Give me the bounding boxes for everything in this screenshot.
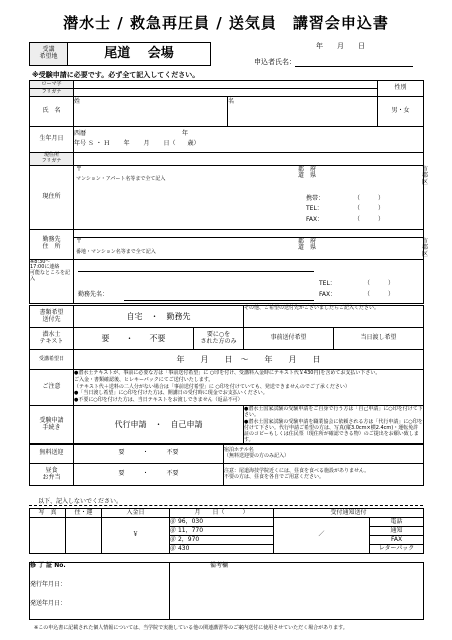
fax-label: FAX： xyxy=(306,215,324,223)
fax-paren[interactable]: （ ） xyxy=(354,215,385,223)
shuttle-options[interactable]: 要 ・ 不要 xyxy=(74,444,224,464)
text-option-advance[interactable]: 事前送付希望 xyxy=(244,328,334,350)
applicant-name-label: 申込者氏名： xyxy=(254,58,296,66)
sent-date-label: 発送年月日： xyxy=(30,599,67,607)
reg-header: 住・運 xyxy=(66,509,102,518)
work-pref-label: 都 府 道 県 xyxy=(298,237,317,252)
doc-dest-label: 書類希望 送付先 xyxy=(30,306,74,328)
caution-label: ご注意 xyxy=(30,370,74,406)
exam-options[interactable]: 代行申請 ・ 自己申請 xyxy=(74,406,244,445)
shuttle-label: 無料送迎 xyxy=(30,444,74,464)
exam-note: ●潜水士国家試験の受験申請をご自身で行う方は「自己申請」に○印を付けて下さい。 ●潜水士国家試験の受験申請を職業協会に依頼される方は「代行申請」に○印を付けて下さい。代行申請ご希望の方は、写真(縦3.0cm×横2.4cm)・運転免許証のコピーもしくは住民票（現住所が確認できる物）のご提出をお願い致します。 xyxy=(244,406,423,444)
certificate-field[interactable] xyxy=(30,563,170,620)
caution-text: ●潜水士テキストが、事前に必要な方は「事前送付希望」に ○印を付け、受講料入金時にテキスト代￥430円)を含めてお支払い下さい。 ご入金・書類確認後、ヒレキーパックにてご送付いたします。 （テキスト代＋送料の二人分がない場合は「事前送付希望」に ○印を付けていても、発送できませんのでご了承ください） ●「当日渡し希望」に○印を付けた方は、開講日の受付時に現金でお支払いください。 ●不要に○印を付けた方は、当日テキストをお渡しできません（返品不可） xyxy=(74,370,424,406)
extras-table xyxy=(29,443,424,486)
address-label: 現住所 xyxy=(30,165,74,229)
remarks-label: 備考欄 xyxy=(210,562,229,569)
amount-1: ＠ 96，030 xyxy=(170,518,274,527)
course-date-label: 受講希望日 xyxy=(30,350,74,370)
issued-date-label: 発行年月日： xyxy=(30,580,67,588)
mailed-header: 受付通知送付 xyxy=(274,509,424,518)
method-letterpack: レターパック xyxy=(370,545,424,554)
birth-field[interactable]: 西暦 年 年号 Ｓ ・ Ｈ 年 月 日（ 歳） xyxy=(74,127,424,153)
amount-3: ＠ 2，970 xyxy=(170,536,274,545)
notice-text: ※受験申請に必要です。必ず全て記入してください。 xyxy=(32,71,200,79)
mobile-label: 携帯： xyxy=(306,194,325,202)
text-label: 潜水士 テキスト xyxy=(30,328,74,350)
photo-header: 写 真 xyxy=(30,509,66,518)
mailed-slash: ／ xyxy=(274,518,370,554)
address-city-label: 市 郡 区 xyxy=(422,165,429,187)
office-table xyxy=(29,508,424,554)
lunch-note: 注意：尾道海技学院近くには、昼食を食べる施設がありません。 不要の方は、昼食を各自でご用意ください。 xyxy=(224,464,424,486)
tel-label: TEL： xyxy=(306,204,323,212)
work-contact-field[interactable] xyxy=(74,259,424,303)
doc-dest-options[interactable]: 自宅 ・ 勤務先 xyxy=(74,306,244,328)
surname-field[interactable] xyxy=(74,97,228,127)
surname-label: 姓 xyxy=(74,98,81,105)
work-tel-paren[interactable]: （ ） xyxy=(364,279,395,287)
paid-date[interactable]: 月 日（ ） xyxy=(170,509,274,518)
lunch-options[interactable]: 要 ・ 不要 xyxy=(74,464,224,486)
form-title: 潜水士 / 救急再圧員 / 送気員 講習会申込書 xyxy=(63,14,389,32)
exam-label: 受験申請 手続き xyxy=(30,406,74,445)
application-date[interactable]: 年 月 日 xyxy=(316,42,365,50)
method-phone: 電話 xyxy=(370,518,424,527)
work-contact-note: ※8:30～ 17:00に連絡 可能なところを記入 xyxy=(30,259,74,303)
address-furigana-label: 現住所 フリガナ xyxy=(30,153,74,166)
company-label: 勤務先名： xyxy=(78,290,109,298)
yen-mark: ￥ xyxy=(102,518,170,554)
hotel-label[interactable]: 宿泊ホテル名 （無料送迎要の方のみ記入） xyxy=(224,444,424,464)
text-option-sameday[interactable]: 当日渡し希望 xyxy=(334,328,424,350)
venue-table xyxy=(29,42,211,66)
name-label: 氏 名 xyxy=(30,97,74,127)
nengo-label: 年号 Ｓ ・ Ｈ 年 月 日（ 歳） xyxy=(74,140,200,147)
certificate-table xyxy=(29,562,424,620)
text-need-options[interactable]: 要 ・ 不要 xyxy=(74,328,194,350)
method-fax: FAX xyxy=(370,536,424,545)
options-table xyxy=(29,305,424,445)
amount-2: ＠ 11，770 xyxy=(170,527,274,536)
work-label: 勤務先 住 所 xyxy=(30,229,74,259)
gender-label: 性別 xyxy=(378,81,424,97)
work-address-field[interactable]: 〒 番地・マンション名等まで全て記入 都 府 道 県 市 郡 区 xyxy=(74,237,424,259)
course-date-value[interactable]: 年 月 日 ～ 年 月 日 xyxy=(74,350,424,370)
address-field[interactable]: 〒 マンション・アパート名等まで全て記入 都 府 道 県 市 郡 区 携帯： （ ） TEL： （ ） FAX： （ ） xyxy=(74,165,424,229)
applicant-name-line[interactable] xyxy=(295,66,413,67)
method-notice: 通知 xyxy=(370,527,424,536)
address-note: マンション・アパート名等まで全て記入 xyxy=(76,175,166,182)
given-name-label: 名 xyxy=(228,98,235,105)
text-mark-note: 要に○を された方のみ xyxy=(194,328,244,350)
work-fax-label: FAX： xyxy=(319,290,337,298)
work-city-label: 市 郡 区 xyxy=(422,237,429,259)
given-name-field[interactable] xyxy=(228,97,378,127)
tel-paren[interactable]: （ ） xyxy=(354,204,385,212)
birth-label: 生年月日 xyxy=(30,127,74,153)
romaji-boxes[interactable] xyxy=(74,81,378,89)
work-tel-label: TEL： xyxy=(319,279,336,287)
amount-4: ＠ 430 xyxy=(170,545,274,554)
mobile-paren[interactable]: （ ） xyxy=(354,194,385,202)
main-form-table xyxy=(29,80,429,304)
address-pref-label: 都 府 道 県 xyxy=(298,165,317,180)
seireki-label: 西暦 xyxy=(74,130,87,138)
furigana-label: フリガナ xyxy=(30,89,74,97)
work-address-note: 番地・マンション名等まで全て記入 xyxy=(76,248,156,255)
work-fax-paren[interactable]: （ ） xyxy=(364,290,395,298)
address-furigana-boxes[interactable] xyxy=(74,153,424,166)
paid-header: 入金日 xyxy=(102,509,170,518)
remarks-field[interactable] xyxy=(170,563,424,620)
doc-dest-note: その他、ご希望の送付先がございましたらご記入ください。 xyxy=(244,306,424,328)
office-use-notice: 以下、記入しないでください。 xyxy=(38,498,123,505)
divider xyxy=(29,505,423,506)
gender-value[interactable]: 男・女 xyxy=(378,97,424,127)
venue-value[interactable]: 尾道 会場 xyxy=(68,43,211,66)
certificate-no-label: 修 了 証 No. xyxy=(30,562,66,569)
work-furigana-boxes[interactable] xyxy=(74,229,424,237)
furigana-input[interactable] xyxy=(74,89,378,97)
privacy-footer: ※この申込書に記載された個人情報については、当学院で実施している他の関連講習等のご案内送付に使用させていただく場合があります。 xyxy=(34,625,348,631)
venue-label: 受講 希望地 xyxy=(30,43,68,66)
lunch-label: 昼食 お弁当 xyxy=(30,464,74,486)
romaji-label: ローマ字 xyxy=(30,81,74,89)
